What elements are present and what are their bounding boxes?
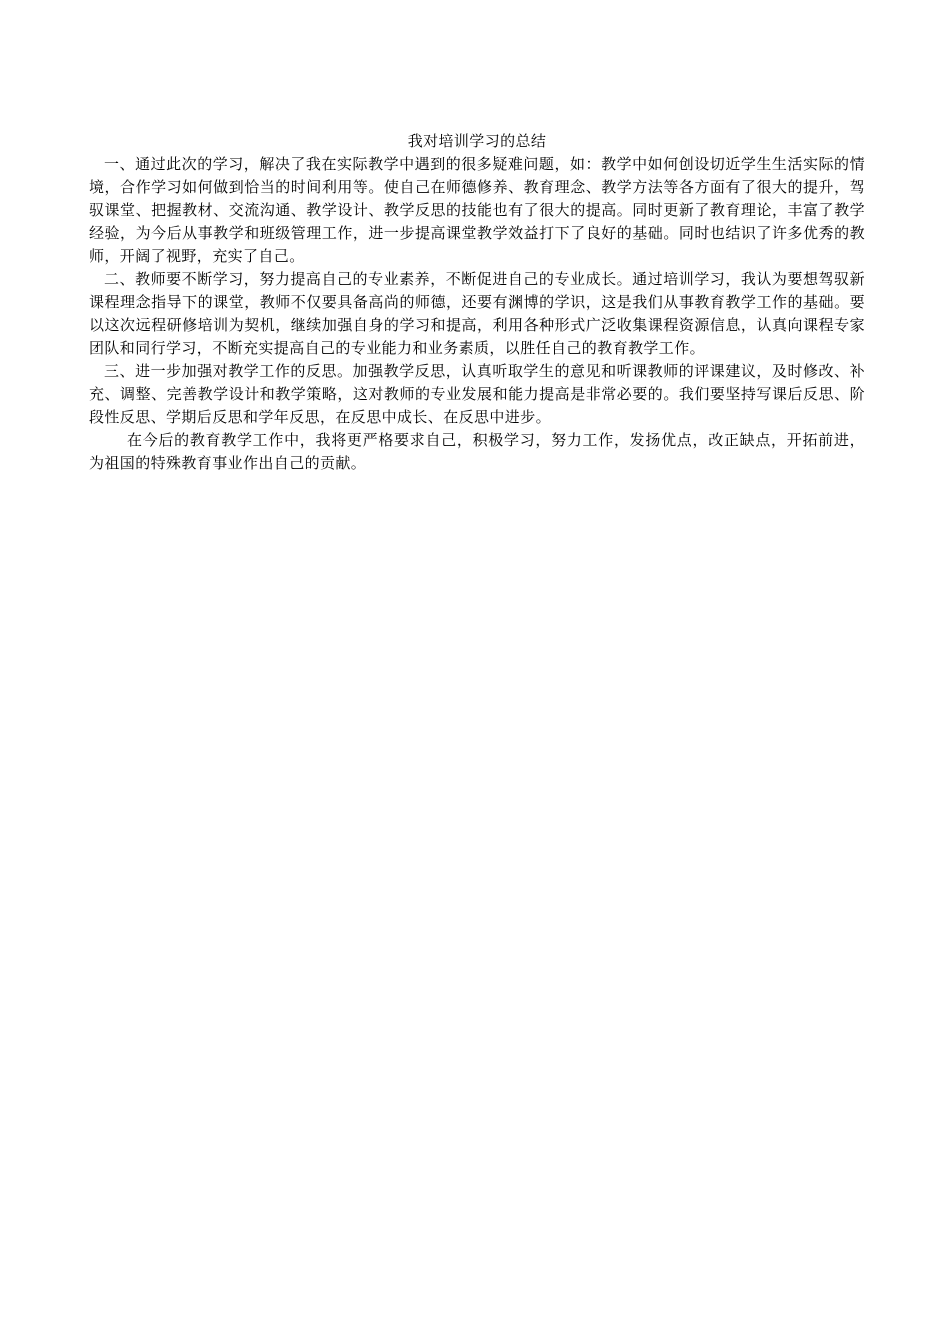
paragraph-closing: 在今后的教育教学工作中，我将更严格要求自己，积极学习，努力工作，发扬优点，改正缺点，开拓前进，为祖国的特殊教育事业作出自己的贡献。 — [89, 431, 865, 472]
document-title: 我对培训学习的总结 — [407, 132, 547, 150]
paragraph-3: 三、进一步加强对教学工作的反思。加强教学反思，认真听取学生的意见和听课教师的评课建议，及时修改、补充、调整、完善教学设计和教学策略，这对教师的专业发展和能力提高是非常必要的。我们要坚持写课后反思、阶段性反思、学期后反思和学年反思，在反思中成长、在反思中进步。 — [89, 362, 865, 426]
document-body — [89, 130, 865, 475]
paragraph-2: 二、教师要不断学习，努力提高自己的专业素养，不断促进自己的专业成长。通过培训学习，我认为要想驾驭新课程理念指导下的课堂，教师不仅要具备高尚的师德，还要有渊博的学识，这是我们从事教育教学工作的基础。要以这次远程研修培训为契机，继续加强自身的学习和提高，利用各种形式广泛收集课程资源信息，认真向课程专家团队和同行学习，不断充实提高自己的专业能力和业务素质，以胜任自己的教育教学工作。 — [89, 270, 865, 357]
paragraph-1: 一、通过此次的学习，解决了我在实际教学中遇到的很多疑难问题，如：教学中如何创设切近学生生活实际的情境，合作学习如何做到恰当的时间利用等。使自己在师德修养、教育理念、教学方法等各方面有了很大的提升，驾驭课堂、把握教材、交流沟通、教学设计、教学反思的技能也有了很大的提高。同时更新了教育理论，丰富了教学经验，为今后从事教学和班级管理工作，进一步提高课堂教学效益打下了良好的基础。同时也结识了许多优秀的教师，开阔了视野，充实了自己。 — [89, 155, 865, 265]
